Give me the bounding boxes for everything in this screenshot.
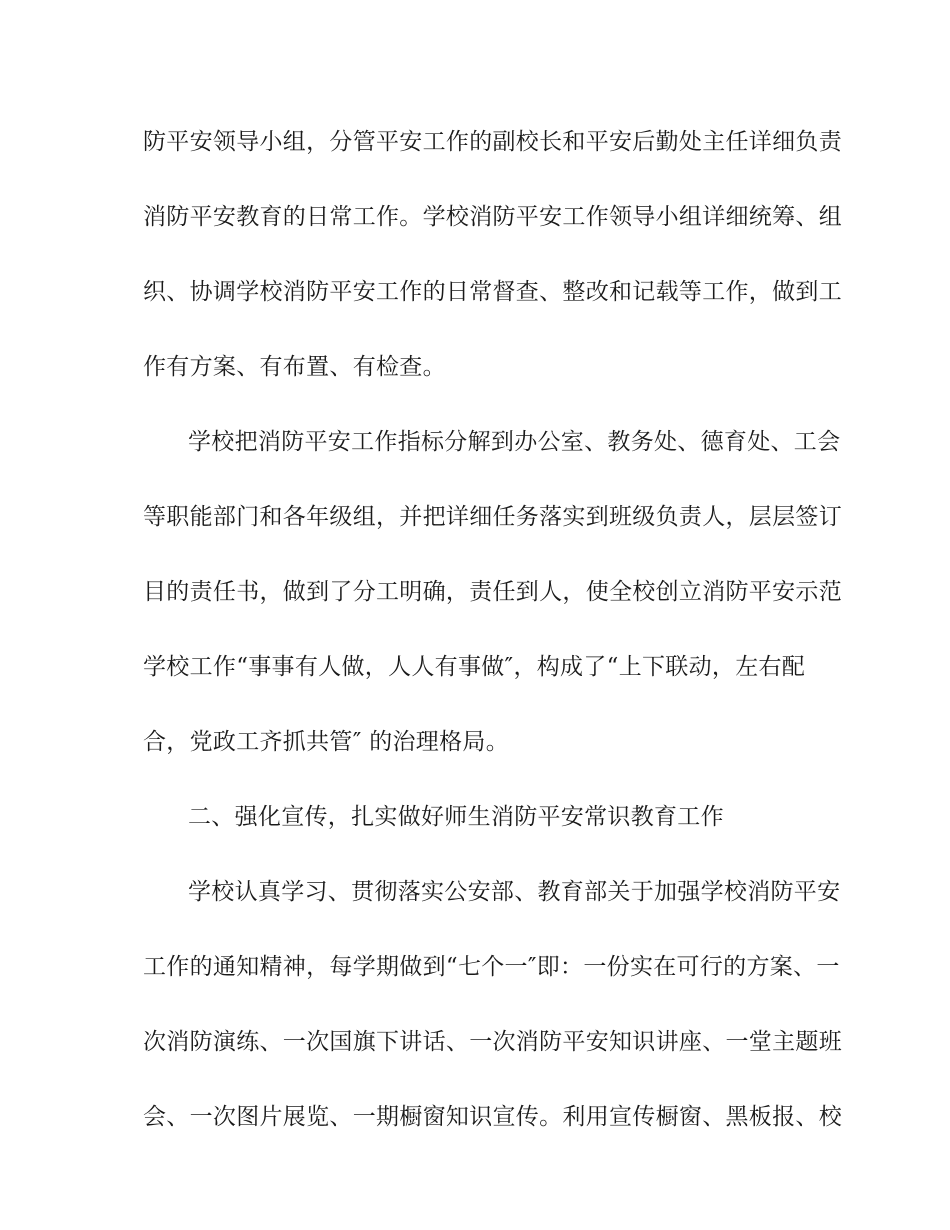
paragraph-2-line-5: 合，党政工齐抓共管″ 的治理格局。: [143, 729, 510, 755]
paragraph-1-line-4: 作有方案、有布置、有检查。: [143, 354, 446, 380]
paragraph-1-line-3: 织、协调学校消防平安工作的日常督查、整改和记载等工作，做到工: [143, 279, 842, 305]
paragraph-4-line-4: 会、一次图片展览、一期橱窗知识宣传。利用宣传橱窗、黑板报、校: [143, 1104, 842, 1130]
paragraph-2-line-2: 等职能部门和各年级组，并把详细任务落实到班级负责人，层层签订: [143, 504, 842, 530]
paragraph-2-line-1: 学校把消防平安工作指标分解到办公室、教务处、德育处、工会: [188, 429, 841, 455]
paragraph-1-line-2: 消防平安教育的日常工作。学校消防平安工作领导小组详细统筹、组: [143, 204, 842, 230]
section-heading: 二、强化宣传，扎实做好师生消防平安常识教育工作: [188, 804, 724, 830]
paragraph-2-line-4: 学校工作“事事有人做，人人有事做″，构成了“上下联动，左右配: [143, 654, 806, 680]
paragraph-4-line-2: 工作的通知精神，每学期做到“七个一″即：一份实在可行的方案、一: [143, 954, 840, 980]
paragraph-4-line-1: 学校认真学习、贯彻落实公安部、教育部关于加强学校消防平安: [188, 879, 841, 905]
paragraph-2-line-3: 目的责任书，做到了分工明确，责任到人，使全校创立消防平安示范: [143, 579, 842, 605]
paragraph-4-line-3: 次消防演练、一次国旗下讲话、一次消防平安知识讲座、一堂主题班: [143, 1029, 842, 1055]
paragraph-1-line-1: 防平安领导小组，分管平安工作的副校长和平安后勤处主任详细负责: [143, 129, 842, 155]
